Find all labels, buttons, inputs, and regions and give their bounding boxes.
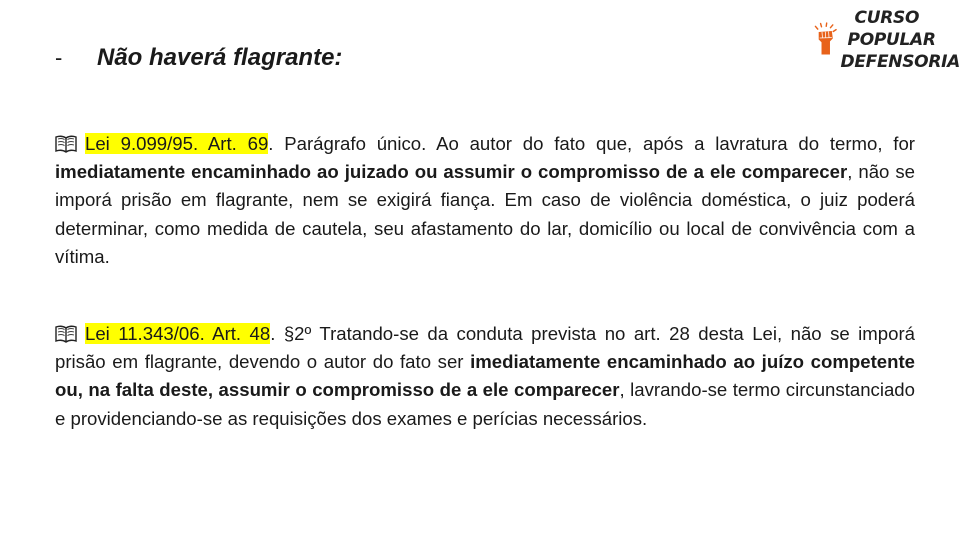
logo-line-2: POPULAR [847,30,936,50]
paragraph-text: . Parágrafo único. Ao autor do fato que, após a lavratura do termo, for [268,133,916,154]
paragraph-text: , não se imporá prisão em flagrante, nem se exigirá fiança. Em caso de violência doméstica, o juiz poderá determinar, como medida de cautela, seu afastamento do lar, domicílio ou local de convivência com a vítima. [55,161,915,267]
book-icon [55,325,77,343]
logo-line-1: CURSO [854,8,920,28]
slide-title: Não haverá flagrante: [97,44,343,71]
curso-popular-defensoria-logo [814,0,960,78]
law-reference: Lei 9.099/95. Art. 69 [85,133,269,154]
slide-heading [55,44,342,72]
law-citation-paragraph [55,130,915,271]
paragraph-bold-text: imediatamente encaminhado ao juízo competente ou, na falta deste, assumir o compromisso de a ele comparecer [55,351,915,401]
paragraph-text: . §2º Tratando-se da conduta prevista no art. 28 desta Lei, não se imporá prisão em flagrante, devendo o autor do fato ser [55,323,915,373]
logo-wordmark [841,7,960,73]
law-citation-paragraph [55,320,915,433]
raised-fist-icon [814,4,837,74]
paragraph-bold-text: imediatamente encaminhado ao juizado ou assumir o compromisso de a ele comparecer [55,161,848,183]
book-icon [55,135,77,153]
paragraph-text: , lavrando-se termo circunstanciado e providenciando-se as requisições dos exames e perícias necessários. [55,379,915,429]
bullet-dash: - [55,45,63,70]
logo-line-3: DEFENSORIA [840,52,960,72]
law-reference: Lei 11.343/06. Art. 48 [85,323,271,344]
